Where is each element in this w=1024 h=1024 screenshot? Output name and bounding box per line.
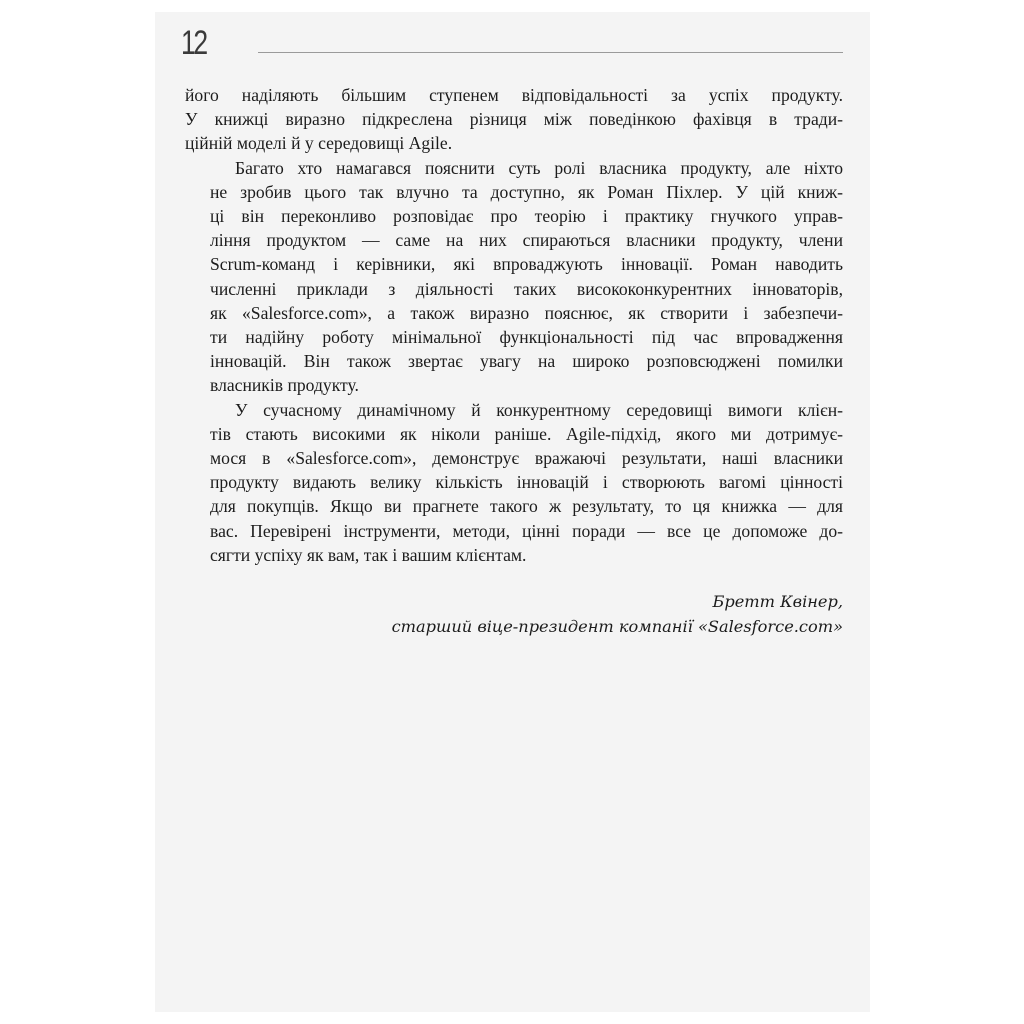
paragraph-3 [185,398,843,567]
book-page [155,12,870,1012]
text-line: його наділяють більшим ступенем відповідальності за успіх продукту. [185,85,843,105]
text-line: власників продукту. [210,375,359,396]
text-line: вас. Перевірені інструменти, методи, цінні поради — все це допоможе до- [210,520,843,541]
text-line: не зробив цього так влучно та доступно, як Роман Піхлер. У цій книж- [210,181,843,202]
paragraph-1 [185,83,843,156]
text-line: для покупців. Якщо ви прагнете такого ж результату, то ця книжка — для [210,496,843,517]
signature-title: старший віце-президент компанії «Salesforce.com» [391,617,843,636]
text-line: як «Salesforce.com», а також виразно пояснює, як створити і забезпечи- [210,302,843,323]
text-line: мося в «Salesforce.com», демонструє вражаючі результати, наші власники [210,448,843,469]
text-line: ційній моделі й у середовищі Agile. [185,133,453,154]
text-line: тів стають високими як ніколи раніше. Agile-підхід, якого ми дотримує- [210,423,843,444]
text-line: ління продуктом — саме на них спираються власники продукту, члени [210,230,843,251]
text-line: продукту видають велику кількість інновацій і створюють вагомі цінності [210,472,843,493]
text-line: сягти успіху як вам, так і вашим клієнтам. [210,544,527,565]
text-line: численні приклади з діяльності таких висококонкурентних інноваторів, [210,278,843,299]
body-text [185,83,843,567]
header-rule [258,52,843,53]
text-line: У сучасному динамічному й конкурентному середовищі вимоги клієн- [235,399,843,420]
page-number: 12 [181,24,206,62]
text-line: Scrum-команд і керівники, які впроваджують інновації. Роман наводить [210,254,843,275]
paragraph-2 [185,156,843,398]
text-line: ці він переконливо розповідає про теорію і практику гнучкого управ- [210,206,843,227]
text-line: У книжці виразно підкреслена різниця між поведінкою фахівця в тради- [185,109,843,130]
text-line: інновацій. Він також звертає увагу на широко розповсюджені помилки [210,351,843,372]
text-line: Багато хто намагався пояснити суть ролі власника продукту, але ніхто [235,157,843,178]
text-line: ти надійну роботу мінімальної функціональності під час впровадження [210,327,843,348]
signature [392,589,843,639]
signature-name: Бретт Квінер, [712,592,843,611]
